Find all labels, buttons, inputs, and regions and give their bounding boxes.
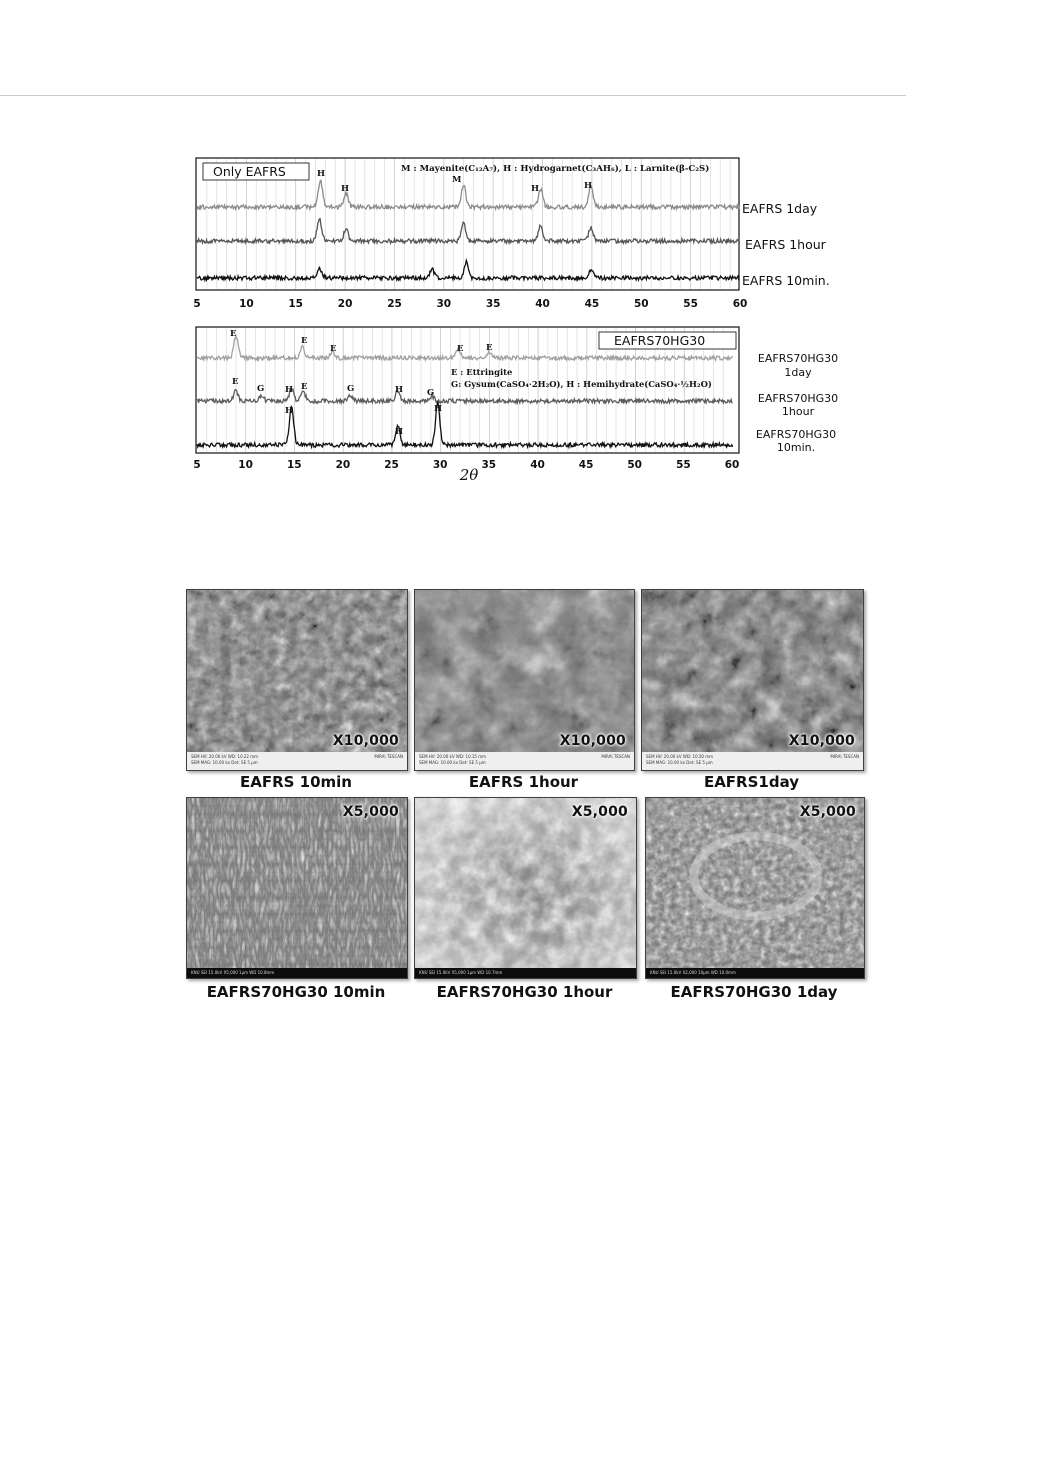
sem-image-hg30-1day: [645, 797, 865, 979]
sem-micrograph: [646, 798, 864, 978]
peak-marker: E: [232, 377, 239, 387]
peak-marker: E: [330, 344, 337, 354]
peak-marker: H: [531, 184, 540, 194]
sem-magnification: X5,000: [571, 804, 628, 820]
sem-info-bar: [187, 752, 407, 770]
x-tick-label: 55: [683, 298, 698, 310]
x-tick-label: 20: [335, 459, 351, 471]
sem-image-eafrs-1hour: [414, 589, 635, 771]
xrd-top-x-ticks: [193, 298, 747, 310]
peak-marker: E: [301, 336, 308, 346]
x-tick-label: 30: [432, 459, 448, 471]
sem-caption: EAFRS1day: [703, 773, 800, 791]
series-label-hg30-10min-line2: 10min.: [776, 441, 816, 454]
x-tick-label: 30: [436, 298, 452, 310]
sem-caption: EAFRS70HG30 1hour: [436, 983, 613, 1001]
series-label-hg30-1hour-line1: EAFRS70HG30: [757, 392, 839, 405]
x-tick-label: 25: [387, 298, 402, 310]
sem-image-eafrs-1day: [641, 589, 864, 771]
sem-info-bar: [415, 752, 634, 770]
peak-marker: E: [457, 344, 464, 354]
sem-image-hg30-1hour: [414, 797, 637, 979]
x-tick-label: 35: [485, 298, 501, 310]
sem-info-line2: SEM MAG: 10.00 kx Det: SE 5 μm: [646, 760, 713, 765]
sem-brand: MIRA\ TESCAN: [374, 754, 403, 759]
sem-magnification: X10,000: [332, 733, 399, 749]
x-tick-label: 5: [193, 459, 201, 471]
xrd-bottom-panel: [193, 327, 838, 484]
xrd-top-panel: [193, 158, 829, 310]
xrd-bottom-legend-line2: G: Gysum(CaSO₄·2H₂O), H : Hemihydrate(CaSO₄·½H₂O): [451, 379, 712, 389]
series-label-hg30-1day-line2: 1day: [784, 366, 812, 379]
sem-info-bar: [642, 752, 863, 770]
series-label-eafrs-1day: EAFRS 1day: [742, 201, 818, 216]
sem-caption: EAFRS70HG30 10min: [206, 983, 386, 1001]
x-tick-label: 25: [384, 459, 399, 471]
peak-marker: E: [230, 329, 237, 339]
peak-marker: H: [285, 406, 294, 416]
sem-info-bar: [646, 968, 864, 978]
x-tick-label: 20: [337, 298, 353, 310]
xrd-bottom-legend-line1: E : Ettringite: [451, 367, 513, 377]
peak-marker: H: [341, 184, 350, 194]
peak-marker: G: [347, 384, 355, 394]
sem-magnification: X5,000: [799, 804, 856, 820]
sem-info-line1: KNU SEI 15.0kV X5,000 1μm WD 10.7mm: [419, 970, 503, 975]
sem-image-eafrs-10min: [186, 589, 408, 771]
x-tick-label: 5: [193, 298, 201, 310]
series-label-hg30-1day-line1: EAFRS70HG30: [757, 352, 839, 365]
peak-marker: E: [486, 343, 493, 353]
x-tick-label: 55: [676, 459, 691, 471]
sem-image-hg30-10min: [186, 797, 408, 979]
x-tick-label: 15: [288, 298, 304, 310]
series-label-hg30-1hour-line2: 1hour: [781, 405, 815, 418]
x-tick-label: 50: [627, 459, 643, 471]
peak-marker: H: [434, 404, 443, 414]
sem-magnification: X5,000: [342, 804, 399, 820]
xrd-top-panel-label: Only EAFRS: [213, 164, 286, 179]
xrd-top-legend: M : Mayenite(C₁₂A₇), H : Hydrogarnet(C₃AH₆), L : Larnite(β-C₂S): [401, 164, 710, 174]
sem-info-line2: SEM MAG: 10.00 kx Det: SE 5 μm: [191, 760, 258, 765]
sem-info-line1: SEM HV: 20.00 kV WD: 10.50 mm: [646, 754, 714, 759]
x-tick-label: 60: [732, 298, 748, 310]
sem-magnification: X10,000: [788, 733, 855, 749]
peak-marker: H: [584, 181, 593, 191]
sem-info-line1: SEM HV: 20.00 kV WD: 10.15 mm: [419, 754, 487, 759]
x-tick-label: 40: [535, 298, 550, 310]
x-tick-label: 35: [481, 459, 497, 471]
sem-info-line2: SEM MAG: 10.00 kx Det: SE 5 μm: [419, 760, 486, 765]
x-tick-label: 10: [239, 298, 254, 310]
sem-info-bar: [187, 968, 407, 978]
sem-info-line1: KNU SEI 15.0kV X5,000 1μm WD 10.8mm: [191, 970, 275, 975]
peak-marker: H: [317, 169, 326, 179]
xrd-figure: [0, 0, 1040, 520]
x-tick-label: 15: [286, 459, 302, 471]
peak-marker: G: [257, 384, 265, 394]
sem-micrograph: [187, 798, 407, 978]
peak-marker: G: [427, 388, 435, 398]
sem-caption: EAFRS 1hour: [468, 773, 579, 791]
sem-info-bar: [415, 968, 636, 978]
x-axis-label: 2θ: [459, 466, 479, 484]
series-label-hg30-10min-line1: EAFRS70HG30: [755, 428, 837, 441]
sem-caption: EAFRS70HG30 1day: [670, 983, 838, 1001]
sem-info-line1: SEM HV: 20.00 kV WD: 10.22 mm: [191, 754, 259, 759]
peak-marker: E: [301, 382, 308, 392]
peak-marker: H: [395, 385, 404, 395]
sem-brand: MIRA\ TESCAN: [830, 754, 859, 759]
peak-marker: M: [452, 175, 462, 185]
sem-info-line1: KNU SEI 15.0kV X2,000 10μm WD 10.0mm: [650, 970, 736, 975]
series-label-eafrs-10min: EAFRS 10min.: [742, 273, 830, 288]
x-tick-label: 50: [633, 298, 649, 310]
x-tick-label: 10: [238, 459, 253, 471]
sem-micrograph: [415, 798, 636, 978]
x-tick-label: 60: [724, 459, 740, 471]
sem-caption: EAFRS 10min: [239, 773, 352, 791]
peak-marker: H: [285, 385, 294, 395]
sem-magnification: X10,000: [559, 733, 626, 749]
series-label-eafrs-1hour: EAFRS 1hour: [745, 237, 826, 252]
x-tick-label: 45: [578, 459, 594, 471]
sem-brand: MIRA\ TESCAN: [601, 754, 630, 759]
x-tick-label: 40: [530, 459, 545, 471]
peak-marker: H: [395, 427, 404, 437]
x-tick-label: 45: [584, 298, 600, 310]
xrd-bottom-panel-label: EAFRS70HG30: [614, 333, 706, 348]
